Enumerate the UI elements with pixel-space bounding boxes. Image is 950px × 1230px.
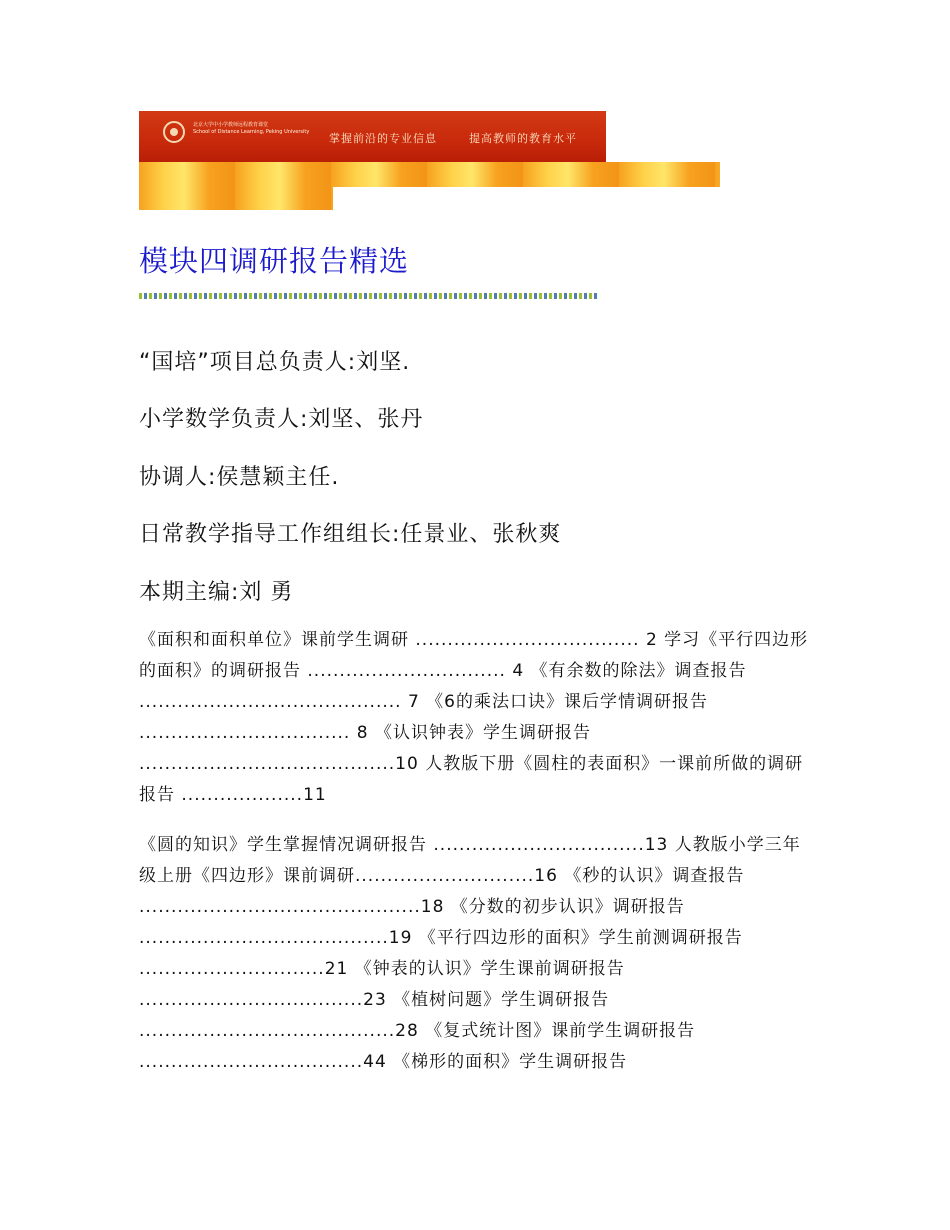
credit-editor: 本期主编:刘 勇 [139, 580, 294, 605]
toc-paragraph: 《圆的知识》学生掌握情况调研报告 .................................13 人教版小学三年级上册《四边形》课前调研............................16 《秒的认识》调查报告 ............................................18 《分数的初步认识》调研报告 .......................................19 《平行四边形的面积》学生前测调研报告 .............................21 《钟表的认识》学生课前调研报告 ...................................23 《植树问题》学生调研报告 ........................................28 《复式统计图》课前学生调研报告 ...................................44 《梯形的面积》学生调研报告 [139, 835, 801, 1072]
page-title: 模块四调研报告精选 [139, 244, 410, 278]
credit-coordinator: 协调人:侯慧颖主任. [139, 465, 340, 490]
banner-slogan-1: 掌握前沿的专业信息 [329, 132, 437, 145]
banner-school-en: School of Distance Learning, Peking University [193, 129, 310, 135]
header-banner [139, 111, 606, 162]
banner-stripe-lower [139, 187, 333, 210]
credit-math-lead: 小学数学负责人:刘坚、张丹 [139, 407, 424, 432]
banner-school-name [193, 122, 309, 136]
table-of-contents-part-1 [139, 625, 814, 811]
banner-school-cn: 北京大学中小学教师远程教育课堂 [193, 122, 269, 128]
table-of-contents-part-2 [139, 830, 814, 1078]
credit-guidance-group: 日常教学指导工作组组长:任景业、张秋爽 [139, 522, 562, 547]
banner-slogan-2: 提高教师的教育水平 [469, 132, 577, 145]
toc-paragraph: 《面积和面积单位》课前学生调研 ................................... 2 学习《平行四边形的面积》的调研报告 ............................... 4 《有余数的除法》调查报告 ......................................... 7 《6的乘法口诀》课后学情调研报告 ................................. 8 《认识钟表》学生调研报告 ........................................10 人教版下册《圆柱的表面积》一课前所做的调研报告 ...................11 [139, 630, 809, 805]
credit-project-lead: “国培”项目总负责人:刘坚. [139, 350, 411, 375]
university-logo-icon [163, 121, 185, 143]
banner-stripe-upper [139, 162, 720, 187]
title-divider [139, 293, 599, 299]
